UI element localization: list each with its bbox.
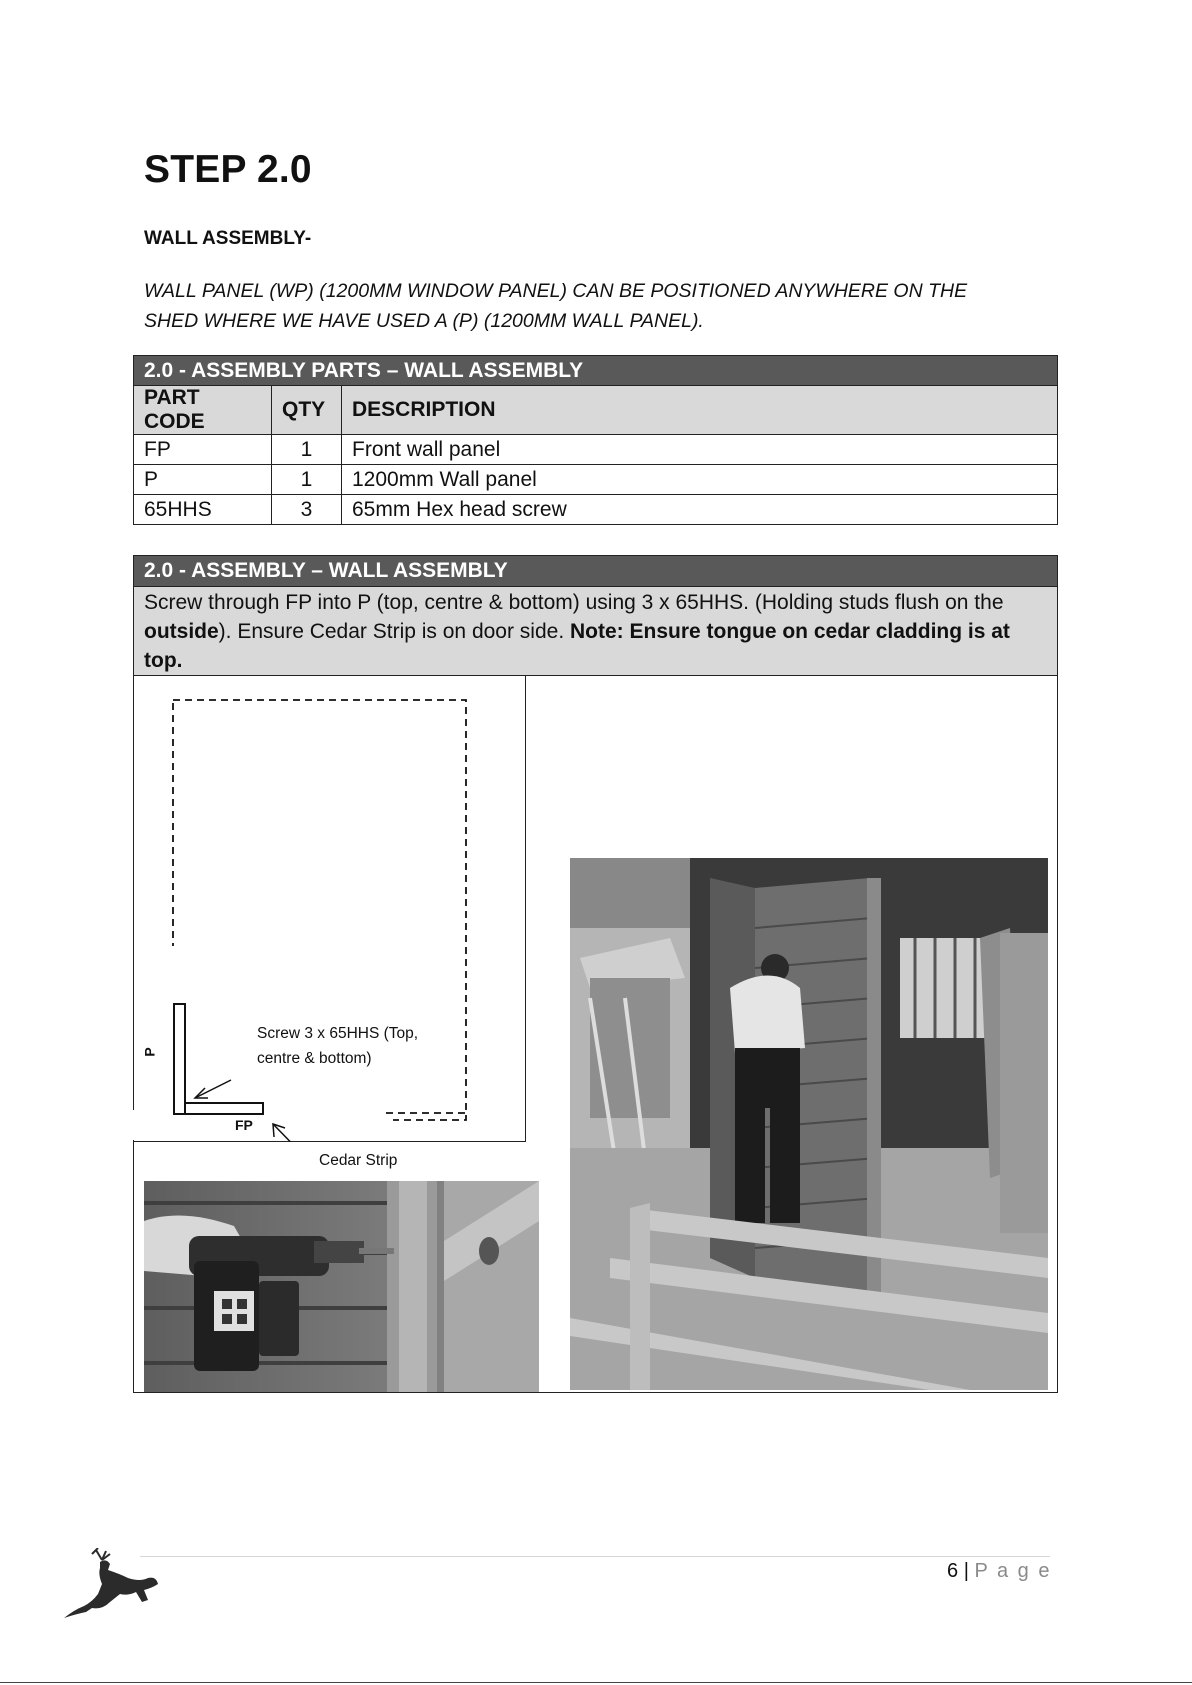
instruction-text: ). Ensure Cedar Strip is on door side.: [218, 620, 571, 643]
column-header: DESCRIPTION: [342, 386, 1058, 435]
page-number: 6: [947, 1560, 959, 1582]
parts-table: [133, 355, 1058, 525]
drilling-photo: [144, 1181, 539, 1392]
table-row: [134, 435, 1058, 465]
wall-panel-p: [174, 1004, 185, 1114]
assembly-photo-image: [570, 858, 1048, 1390]
column-header: PART CODE: [134, 386, 272, 435]
bottom-edge: [0, 1682, 1192, 1683]
assembly-photo: [570, 858, 1048, 1390]
part-qty: 3: [272, 495, 342, 525]
instruction-text: Screw through FP into P (top, centre & bottom) using 3 x 65HHS. (Holding studs flush on the: [144, 591, 1004, 614]
screw-label: [257, 1021, 418, 1071]
screw-label-line: centre & bottom): [257, 1050, 372, 1067]
step-title: STEP 2.0: [144, 148, 312, 191]
diagram-panel: [133, 676, 526, 1142]
intro-line: SHED WHERE WE HAVE USED A (P) (1200MM WALL PANEL).: [144, 310, 704, 332]
assembly-title: 2.0 - ASSEMBLY – WALL ASSEMBLY: [134, 556, 1057, 587]
parts-table-title: 2.0 - ASSEMBLY PARTS – WALL ASSEMBLY: [134, 356, 1058, 386]
part-description: Front wall panel: [342, 435, 1058, 465]
footer-rule: [140, 1556, 1050, 1557]
intro-line: WALL PANEL (WP) (1200MM WINDOW PANEL) CAN BE POSITIONED ANYWHERE ON THE: [144, 280, 968, 302]
page-word: P a g e: [974, 1560, 1052, 1582]
instruction-note: Note: Ensure tongue on cedar cladding is at top.: [144, 620, 1010, 672]
column-header: QTY: [272, 386, 342, 435]
assembly-box: [133, 555, 1058, 1393]
front-panel-fp: [185, 1103, 263, 1114]
screw-arrow: [195, 1080, 231, 1098]
stag-logo: [62, 1548, 162, 1620]
section-heading: WALL ASSEMBLY-: [144, 228, 312, 249]
part-description: 65mm Hex head screw: [342, 495, 1058, 525]
part-code: 65HHS: [134, 495, 272, 525]
footer-separator: |: [963, 1560, 969, 1582]
assembly-instructions: [134, 587, 1057, 676]
part-qty: 1: [272, 435, 342, 465]
part-qty: 1: [272, 465, 342, 495]
panel-diagram: [133, 676, 526, 1142]
label-fp: FP: [235, 1117, 253, 1133]
cedar-strip-label: Cedar Strip: [319, 1152, 398, 1169]
table-row: [134, 495, 1058, 525]
part-code: FP: [134, 435, 272, 465]
intro-text: [144, 276, 1044, 336]
label-p: P: [141, 1047, 158, 1057]
screw-label-line: Screw 3 x 65HHS (Top,: [257, 1025, 419, 1042]
table-row: [134, 465, 1058, 495]
part-code: P: [134, 465, 272, 495]
instruction-bold: outside: [144, 620, 219, 643]
part-description: 1200mm Wall panel: [342, 465, 1058, 495]
page-footer: [947, 1560, 1051, 1583]
drilling-photo-image: [144, 1181, 539, 1392]
